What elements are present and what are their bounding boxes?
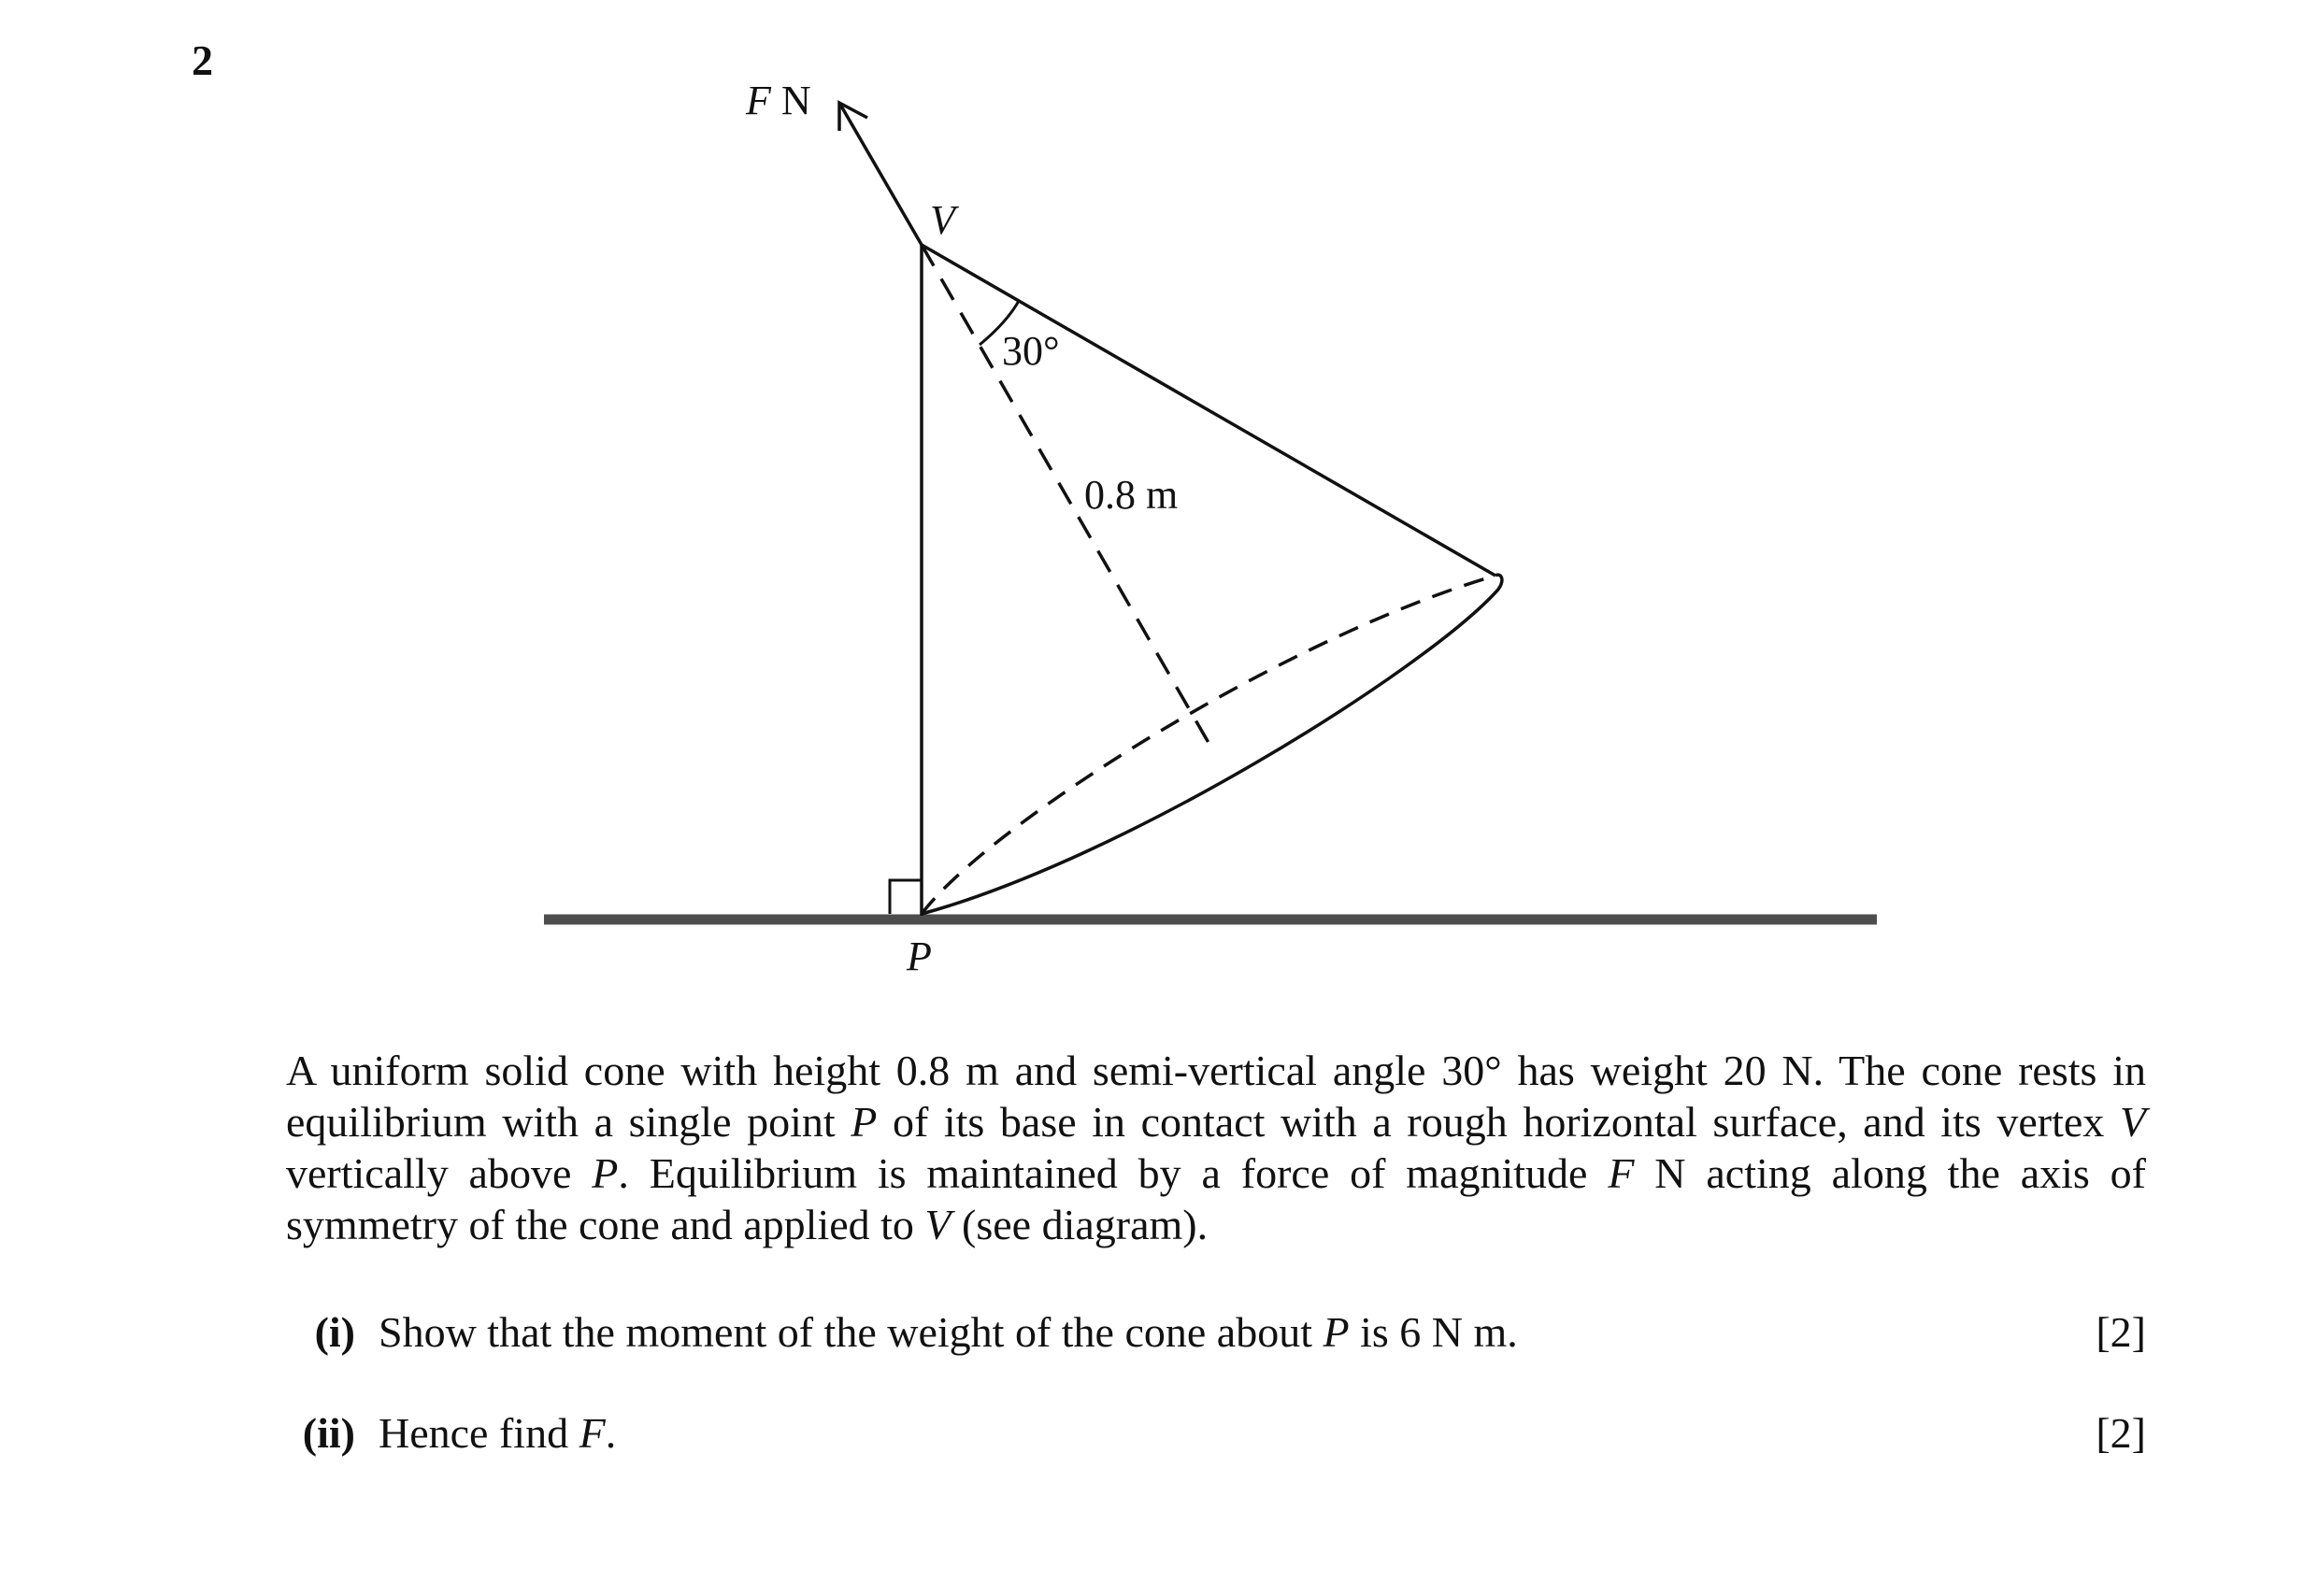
cone-base-front <box>922 575 1502 914</box>
part-label: (ii) <box>302 1409 355 1457</box>
question-number: 2 <box>192 36 213 84</box>
part-text: Hence find F. <box>379 1409 617 1457</box>
part-text: Show that the moment of the weight of the cone about P is 6 N m. <box>379 1308 1518 1356</box>
length-label: 0.8 m <box>1084 472 1179 518</box>
force-label: F N <box>746 78 811 123</box>
part-marks: [2] <box>2096 1308 2146 1356</box>
contact-point-label: P <box>907 933 932 979</box>
part-label: (i) <box>314 1308 355 1356</box>
cone-base-back <box>922 576 1495 914</box>
angle-label: 30° <box>1002 328 1060 374</box>
vertex-label: V <box>930 197 955 243</box>
force-line <box>839 103 922 245</box>
part-marks: [2] <box>2096 1409 2146 1457</box>
right-angle-marker <box>890 880 922 914</box>
part-i <box>280 1306 2146 1358</box>
question-stem: A uniform solid cone with height 0.8 m and semi-vertical angle 30° has weight 20 N. The cone rests in equilibrium with a single point P of its base in contact with a rough horizontal surface, and its vertex V vertically above P. Equilibrium is maintained by a force of magnitude F N acting along the axis of symmetry of the cone and applied to V (see diagram). <box>286 1047 2146 1248</box>
part-ii <box>280 1407 2146 1459</box>
cone-slant-edge <box>922 245 1495 576</box>
